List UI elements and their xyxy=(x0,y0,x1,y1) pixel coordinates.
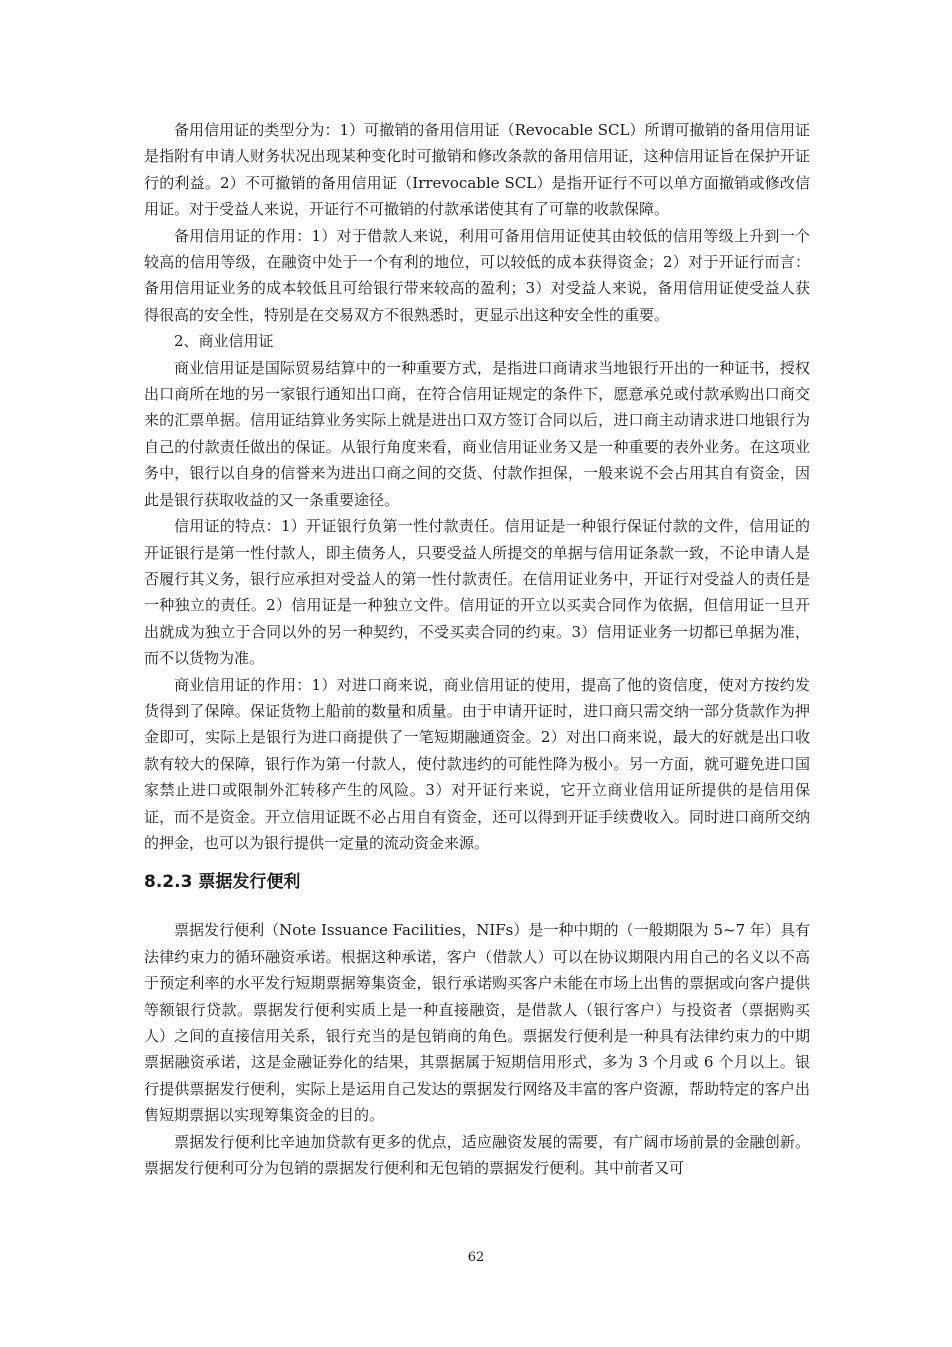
paragraph-commercial-lc-definition: 商业信用证是国际贸易结算中的一种重要方式，是指进口商请求当地银行开出的一种证书，授权出口商所在地的另一家银行通知出口商，在符合信用证规定的条件下，愿意承兑或付款承购出口商交来的汇票单据。信用证结算业务实际上就是进出口双方签订合同以后，进口商主动请求进口地银行为自己的付款责任做出的保证。从银行角度来看，商业信用证业务又是一种重要的表外业务。在这项业务中，银行以自身的信誉来为进出口商之间的交货、付款作担保，一般来说不会占用其自有资金，因此是银行获取收益的又一条重要途径。 xyxy=(144,358,810,509)
paragraph-nif-advantages: 票据发行便利比辛迪加贷款有更多的优点，适应融资发展的需要，有广阔市场前景的金融创新。票据发行便利可分为包销的票据发行便利和无包销的票据发行便利。其中前者又可 xyxy=(144,1132,810,1178)
paragraph-standby-lc-types: 备用信用证的类型分为：1）可撤销的备用信用证（Revocable SCL）所谓可撤销的备用信用证是指附有申请人财务状况出现某种变化时可撤销和修改条款的备用信用证，这种信用证旨在保护开证行的利益。2）不可撤销的备用信用证（Irrevocable SCL）是指开证行不可以单方面撤销或修改信用证。对于受益人来说，开证行不可撤销的付款承诺使其有了可靠的收款保障。 xyxy=(144,121,810,219)
subheading-commercial-lc: 2、商业信用证 xyxy=(174,332,274,351)
paragraph-lc-features: 信用证的特点：1）开证银行负第一性付款责任。信用证是一种银行保证付款的文件，信用证的开证银行是第一性付款人，即主债务人，只要受益人所提交的单据与信用证条款一致，不论申请人是否履行其义务，银行应承担对受益人的第一性付款责任。在信用证业务中，开证行对受益人的责任是一种独立的责任。2）信用证是一种独立文件。信用证的开立以买卖合同作为依据，但信用证一旦开出就成为独立于合同以外的另一种契约，不受买卖合同的约束。3）信用证业务一切都已单据为准，而不以货物为准。 xyxy=(144,517,810,668)
page-body xyxy=(144,117,810,1181)
section-heading: 8.2.3 票据发行便利 xyxy=(144,872,301,893)
paragraph-nif-definition: 票据发行便利（Note Issuance Facilities，NIFs）是一种中期的（一般期限为 5~7 年）具有法律约束力的循环融资承诺。根据这种承诺，客户（借款人）可以在协议期限内用自己的名义以不高于预定利率的水平发行短期票据筹集资金，银行承诺购买客户未能在市场上出售的票据或向客户提供等额银行贷款。票据发行便利实质上是一种直接融资，是借款人（银行客户）与投资者（票据购买人）之间的直接信用关系，银行充当的是包销商的角色。票据发行便利是一种具有法律约束力的中期票据融资承诺，这是金融证券化的结果，其票据属于短期信用形式，多为 3 个月或 6 个月以上。银行提供票据发行便利，实际上是运用自己发达的票据发行网络及丰富的客户资源，帮助特定的客户出售短期票据以实现筹集资金的目的。 xyxy=(144,921,810,1125)
paragraph-commercial-lc-functions: 商业信用证的作用：1）对进口商来说，商业信用证的使用，提高了他的资信度，使对方按约发货得到了保障。保证货物上船前的数量和质量。由于申请开证时，进口商只需交纳一部分货款作为押金即可，实际上是银行为进口商提供了一笔短期融通资金。2）对出口商来说，最大的好就是出口收款有较大的保障，银行作为第一付款人，使付款违约的可能性降为极小。另一方面，就可避免进口国家禁止进口或限制外汇转移产生的风险。3）对开证行来说，它开立商业信用证所提供的是信用保证，而不是资金。开立信用证既不必占用自有资金，还可以得到开证手续费收入。同时进口商所交纳的押金，也可以为银行提供一定量的流动资金来源。 xyxy=(144,675,810,852)
page-number: 62 xyxy=(467,1250,485,1265)
paragraph-standby-lc-functions: 备用信用证的作用：1）对于借款人来说，利用可备用信用证使其由较低的信用等级上升到一个较高的信用等级，在融资中处于一个有利的地位，可以较低的成本获得资金；2）对于开证行而言：备用信用证业务的成本较低且可给银行带来较高的盈利；3）对受益人来说，备用信用证使受益人获得很高的安全性，特别是在交易双方不很熟悉时，更显示出这种安全性的重要。 xyxy=(144,226,810,324)
